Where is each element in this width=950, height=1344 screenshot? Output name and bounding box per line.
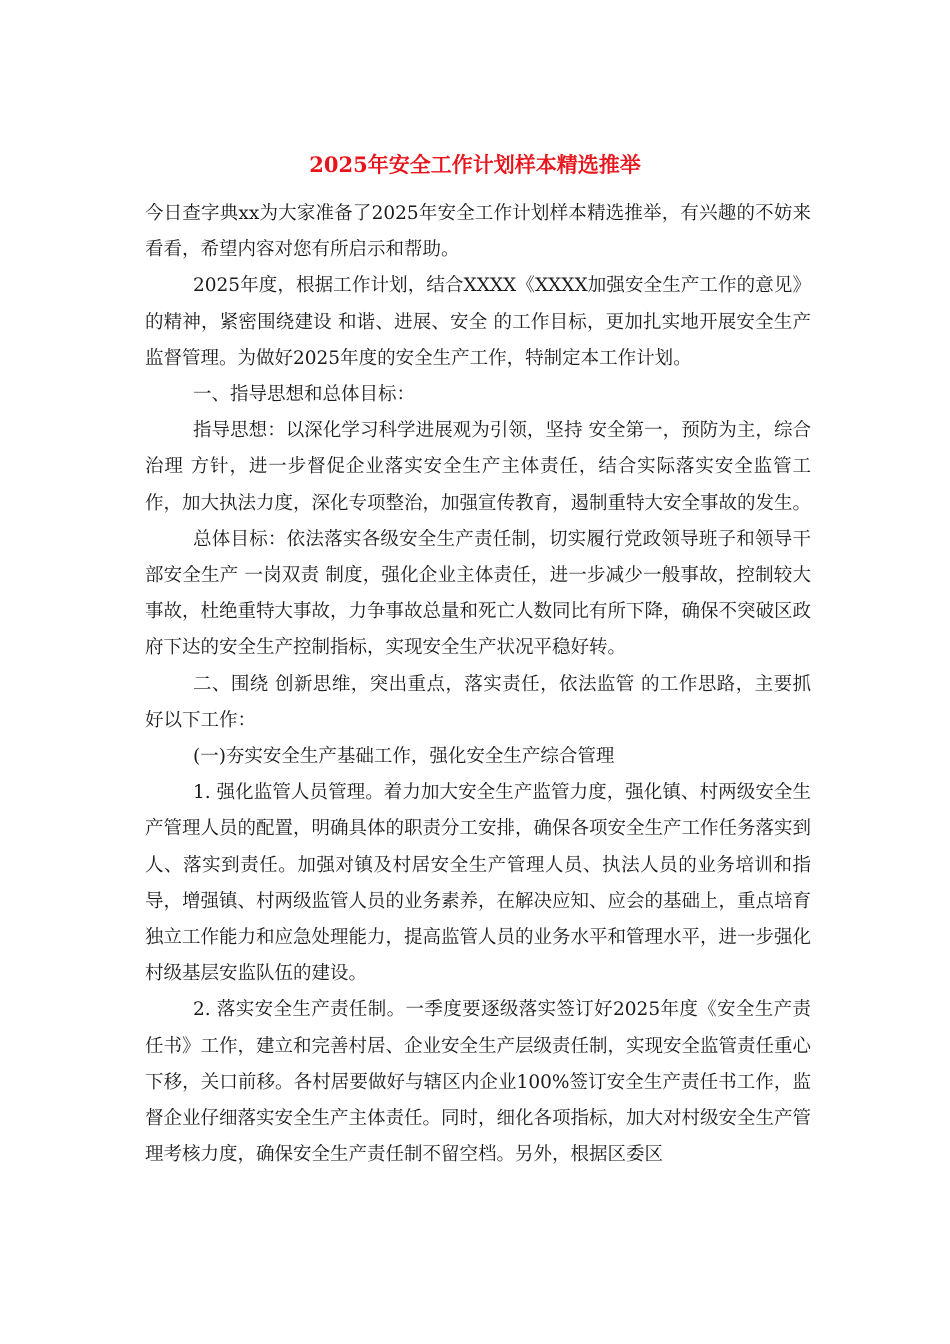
paragraph-item-1: 1. 强化监管人员管理。着力加大安全生产监管力度，强化镇、村两级安全生产管理人员的配置，明确具体的职责分工安排，确保各项安全生产工作任务落实到人、落实到责任。加强对镇及村居安全生产管理人员、执法人员的业务培训和指导，增强镇、村两级监管人员的业务素养，在解决应知、应会的基础上，重点培育独立工作能力和应急处理能力，提高监管人员的业务水平和管理水平，进一步强化村级基层安监队伍的建设。 <box>145 782 812 985</box>
paragraph-overall-goal: 总体目标：依法落实各级安全生产责任制，切实履行党政领导班子和领导干部安全生产 一岗双责 制度，强化企业主体责任，进一步减少一般事故，控制较大事故，杜绝重特大事故，力争事故总量和死亡人数同比有所下降，确保不突破区政府下达的安全生产控制指标，实现安全生产状况平稳好转。 <box>145 528 812 659</box>
section-heading-1: 一、指导思想和总体目标： <box>193 384 416 406</box>
document-title: 2025年安全工作计划样本精选推举 <box>309 152 641 177</box>
paragraph-overview: 2025年度，根据工作计划，结合XXXX《XXXX加强安全生产工作的意见》的精神，紧密围绕建设 和谐、进展、安全 的工作目标，更加扎实地开展安全生产监督管理。为做好2025年度的安全生产工作，特制定本工作计划。 <box>145 275 811 369</box>
subsection-heading-1: (一)夯实安全生产基础工作，强化安全生产综合管理 <box>193 746 615 768</box>
section-heading-2: 二、围绕 创新思维，突出重点，落实责任，依法监管 的工作思路，主要抓好以下工作： <box>145 673 811 731</box>
paragraph-guiding-ideology: 指导思想：以深化学习科学进展观为引领，坚持 安全第一，预防为主，综合治理 方针，进一步督促企业落实安全生产主体责任，结合实际落实安全监管工作，加大执法力度，深化专项整治，加强宣传教育，遏制重特大安全事故的发生。 <box>145 420 812 514</box>
paragraph-intro: 今日查字典xx为大家准备了2025年安全工作计划样本精选推举，有兴趣的不妨来看看，希望内容对您有所启示和帮助。 <box>145 203 811 261</box>
document-body <box>145 196 811 1173</box>
paragraph-item-2: 2. 落实安全生产责任制。一季度要逐级落实签订好2025年度《安全生产责任书》工作，建立和完善村居、企业安全生产层级责任制，实现安全监管责任重心下移，关口前移。各村居要做好与辖区内企业100%签订安全生产责任书工作，监督企业仔细落实安全生产主体责任。同时，细化各项指标，加大对村级安全生产管理考核力度，确保安全生产责任制不留空档。另外，根据区委区 <box>145 999 812 1166</box>
